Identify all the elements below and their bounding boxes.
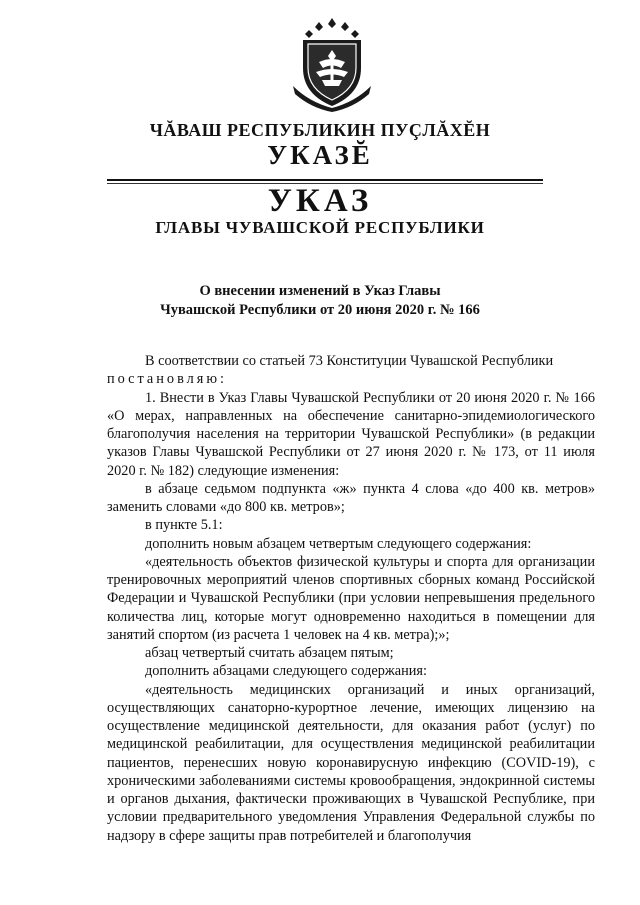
paragraph-renumber: абзац четвертый считать абзацем пятым; (145, 645, 394, 661)
paragraph-amendment-4zh: в абзаце седьмом подпункта «ж» пункта 4 слова «до 400 кв. метров» заменить словами «до 800 кв. метров»; (107, 480, 595, 515)
subject-line-1: О внесении изменений в Указ Главы (199, 283, 441, 299)
header-decree-chuvash: УКАЗĔ (267, 140, 373, 170)
decree-body (107, 352, 595, 845)
paragraph-point-5-1: в пункте 5.1: (145, 517, 223, 534)
paragraph-medical-text: «деятельность медицинских организаций и иных организаций, осуществляющих санаторно-курортное лечение, имеющих лицензию на осуществление медицинской деятельности, для оказания работ (услуг) по медицинской реабилитации, для осуществления медицинской реабилитации пациентов, перенесших новую коронавирусную инфекцию (COVID-19), с хроническими заболеваниями системы кровообращения, эндокринной системы и органов дыхания, фактически проживающих в Чувашской Республике, при условии предварительного уведомления Управления Федеральной службы по надзору в сфере защиты прав потребителей и благополучия (107, 681, 595, 844)
paragraph-resolve: постановляю: (107, 371, 227, 388)
header-republic-chuvash: ЧĂВАШ РЕСПУБЛИКИН ПУÇЛĂХĔН (149, 120, 491, 140)
subject-line-2: Чувашской Республики от 20 июня 2020 г. № 166 (160, 302, 480, 318)
coat-of-arms-emblem (289, 16, 375, 112)
paragraph-sports-text: «деятельность объектов физической культуры и спорта для организации тренировочных мероприятий членов спортивных сборных команд Российской Федерации и Чувашской Республики (при условии непревышения предельного количества лиц, которые могут одновременно находиться в помещении для занятий спортом (из расчета 1 человек на 4 кв. метра);»; (107, 553, 595, 643)
header-decree-russian: УКАЗ (267, 183, 373, 219)
header-head-of-republic: ГЛАВЫ ЧУВАШСКОЙ РЕСПУБЛИКИ (155, 218, 485, 237)
decree-subject (0, 282, 640, 320)
paragraph-add-fourth: дополнить новым абзацем четвертым следующего содержания: (145, 535, 532, 552)
paragraph-preamble: В соответствии со статьей 73 Конституции Чувашской Республики (145, 353, 554, 369)
paragraph-item-1: 1. Внести в Указ Главы Чувашской Республики от 20 июня 2020 г. № 166 «О мерах, направленных на обеспечение санитарно-эпидемиологического благополучия населения на территории Чувашской Республики» (в редакции указов Главы Чувашской Республики от 27 июня 2020 г. № 173, от 11 июля 2020 г. № 182) следующие изменения: (107, 389, 595, 479)
paragraph-add-paragraphs: дополнить абзацами следующего содержания: (145, 663, 427, 680)
header-divider (107, 179, 543, 181)
